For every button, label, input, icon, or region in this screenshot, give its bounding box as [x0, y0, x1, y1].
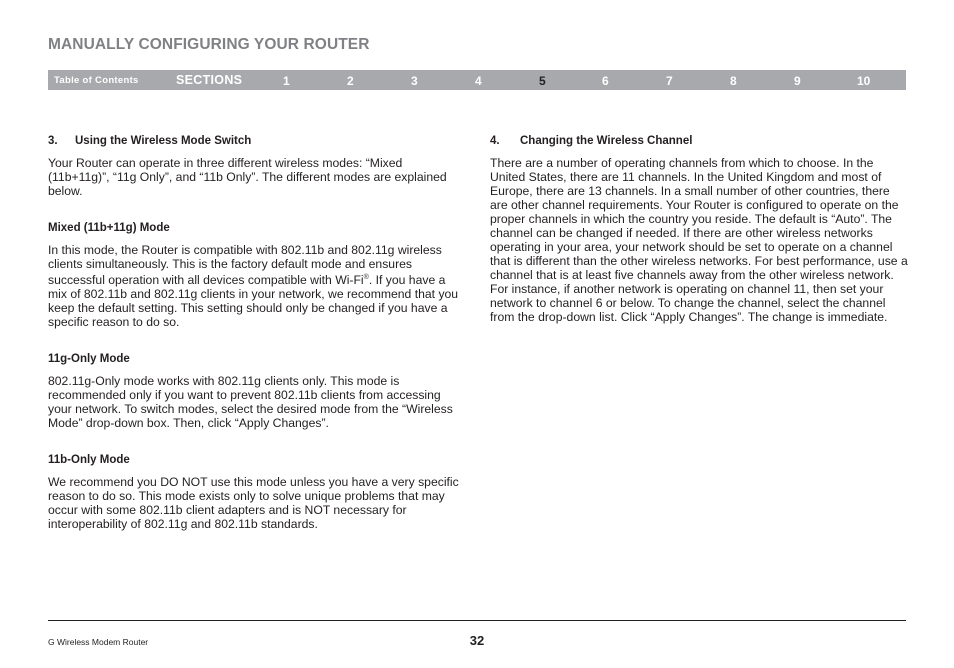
section-4-text: There are a number of operating channels from which to choose. In the United States, there are 11 channels. In the United Kingdom and most of Europe, there are 13 channels. In a small number of other countries, there are other channel requirements. Your Router is configured to operate on the proper channels in which the country you reside. The default is “Auto”. The channel can be changed if needed. If there are other wireless networks operating in your area, your network should be set to operate on a channel that is different than the other wireless networks. For best performance, use a channel that is at least five channels away from the other wireless network. For instance, if another network is operating on channel 11, then set your network to channel 6 or below. To change the channel, select the channel from the drop-down list. Click “Apply Changes”. The change is immediate. [490, 156, 908, 324]
section-nav-bar [48, 70, 906, 90]
section-3-number: 3. [48, 135, 58, 147]
section-3-title: Using the Wireless Mode Switch [75, 135, 252, 147]
section-link-6[interactable]: 6 [602, 74, 609, 88]
footer-divider [48, 620, 906, 621]
right-column [490, 134, 908, 324]
left-column [48, 134, 466, 531]
b-only-heading: 11b-Only Mode [48, 454, 130, 467]
section-link-7[interactable]: 7 [666, 74, 673, 88]
b-only-text: We recommend you DO NOT use this mode unless you have a very specific reason to do so. This mode exists only to solve unique problems that may occur with some 802.11b client adapters and is NOT necessary for interoperability of 802.11g and 802.11b standards. [48, 475, 459, 532]
section-link-4[interactable]: 4 [475, 74, 482, 88]
mixed-mode-text-b: . If you have a mix of 802.11b and 802.11g clients in your network, we recommend that you keep the default setting. This setting should only be changed if you have a specific reason to do so. [48, 273, 459, 330]
registered-mark: ® [363, 274, 369, 281]
g-only-text: 802.11g-Only mode works with 802.11g clients only. This mode is recommended only if you want to prevent 802.11b clients from accessing your network. To switch modes, select the desired mode from the “Wireless Mode” drop-down box. Then, click “Apply Changes”. [48, 374, 453, 431]
section-link-1[interactable]: 1 [283, 74, 290, 88]
section-4-heading [490, 134, 908, 148]
page-number: 32 [469, 633, 485, 648]
section-link-2[interactable]: 2 [347, 74, 354, 88]
mixed-mode-heading: Mixed (11b+11g) Mode [48, 222, 170, 234]
table-of-contents-link[interactable]: Table of Contents [54, 75, 139, 86]
section-link-3[interactable]: 3 [411, 74, 418, 88]
section-link-9[interactable]: 9 [794, 74, 801, 88]
section-link-8[interactable]: 8 [730, 74, 737, 88]
sections-label: SECTIONS [176, 73, 243, 87]
section-3-intro: Your Router can operate in three different wireless modes: “Mixed (11b+11g)”, “11g Only”, and “11b Only”. The different modes are explained below. [48, 156, 447, 198]
section-4-number: 4. [490, 135, 500, 147]
mixed-mode-text-a: In this mode, the Router is compatible with 802.11b and 802.11g wireless clients simultaneously. This is the factory default mode and ensures successful operation with all devices compatible with Wi-Fi [48, 243, 442, 288]
section-4-title: Changing the Wireless Channel [520, 135, 693, 147]
footer-product-name: G Wireless Modem Router [48, 637, 149, 647]
section-3-heading [48, 134, 466, 148]
g-only-heading: 11g-Only Mode [48, 353, 130, 366]
mixed-mode-text [48, 243, 466, 329]
page-title: MANUALLY CONFIGURING YOUR ROUTER [48, 36, 370, 53]
section-link-10[interactable]: 10 [857, 74, 871, 88]
section-link-5-active[interactable]: 5 [539, 74, 546, 88]
